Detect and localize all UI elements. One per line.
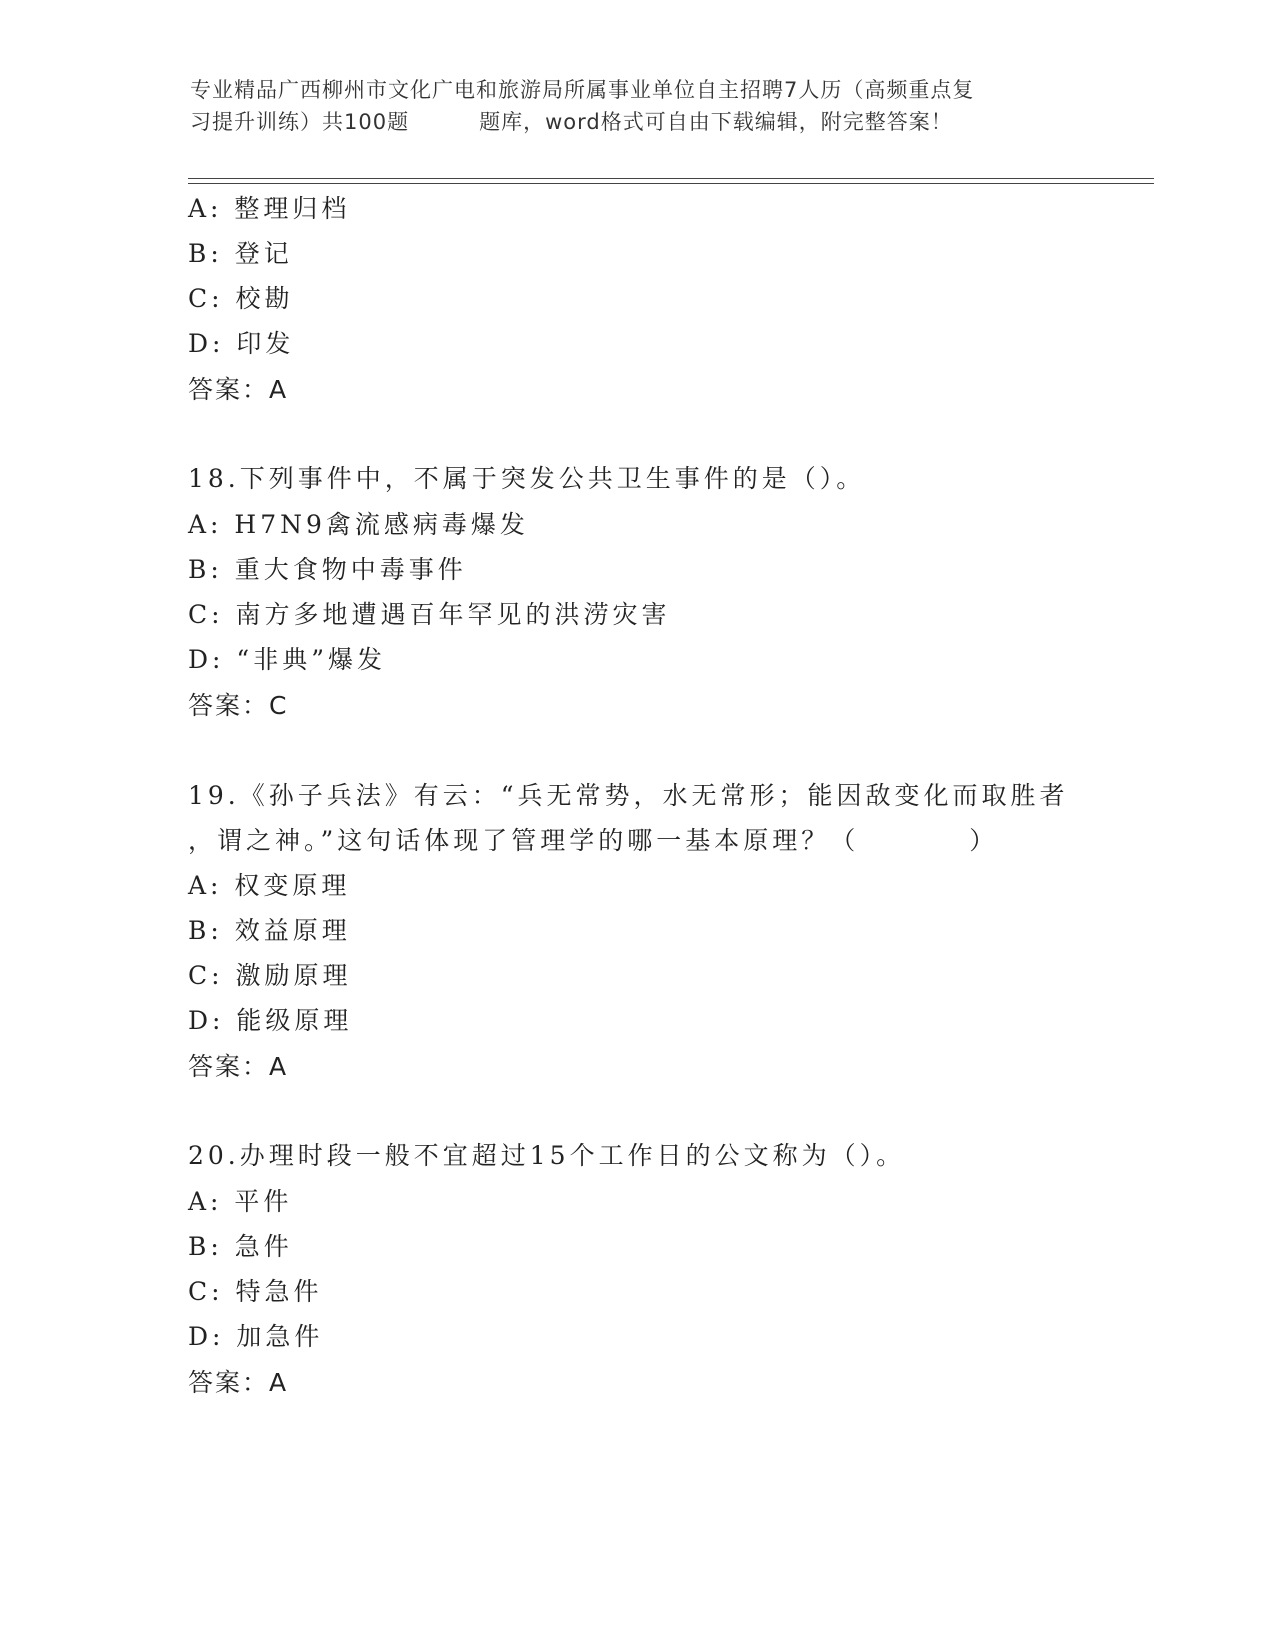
q20-option-b: B: 急件 <box>188 1232 293 1261</box>
header-title-line2 <box>190 106 1090 138</box>
q19-option-b: B: 效益原理 <box>188 916 351 945</box>
q18-option-d: D: “非典”爆发 <box>188 645 386 674</box>
q17-option-c: C: 校勘 <box>188 284 294 313</box>
q18-stem: 18.下列事件中，不属于突发公共卫生事件的是（）。 <box>188 464 866 493</box>
q19-option-d: D: 能级原理 <box>188 1006 353 1035</box>
document-header <box>190 74 1090 138</box>
q20-option-a: A: 平件 <box>188 1187 293 1216</box>
q18-option-b: B: 重大食物中毒事件 <box>188 555 467 584</box>
q20-option-c: C: 特急件 <box>188 1277 323 1306</box>
q17-option-d: D: 印发 <box>188 329 295 358</box>
q18-answer: 答案：C <box>188 691 289 720</box>
header-title-line2-part2: 题库，word格式可自由下载编辑，附完整答案！ <box>479 110 953 134</box>
q19-option-a: A: 权变原理 <box>188 871 351 900</box>
header-divider-bottom <box>188 183 1154 184</box>
header-title-line1: 专业精品广西柳州市文化广电和旅游局所属事业单位自主招聘7人历（高频重点复 <box>190 78 975 102</box>
header-divider-top <box>188 178 1154 179</box>
q18-option-c: C: 南方多地遭遇百年罕见的洪涝灾害 <box>188 600 671 629</box>
q20-option-d: D: 加急件 <box>188 1322 324 1351</box>
q20-stem: 20.办理时段一般不宜超过15个工作日的公文称为（）。 <box>188 1141 906 1170</box>
q17-answer: 答案：A <box>188 375 289 404</box>
q19-stem-line2 <box>188 824 998 858</box>
q19-answer: 答案：A <box>188 1052 289 1081</box>
q20-answer: 答案：A <box>188 1368 289 1397</box>
q19-stem-line2-text: ，谓之神。”这句话体现了管理学的哪一基本原理？（ <box>188 826 860 855</box>
header-title-line2-part1: 习提升训练）共100题 <box>190 110 410 134</box>
q17-option-a: A: 整理归档 <box>188 194 351 223</box>
q19-stem-line1: 19.《孙子兵法》有云：“兵无常势，水无常形；能因敌变化而取胜者 <box>188 781 1069 810</box>
q19-stem-line2-close: ） <box>969 826 999 855</box>
q17-option-b: B: 登记 <box>188 239 293 268</box>
q18-option-a: A: H7N9禽流感病毒爆发 <box>188 510 529 539</box>
q19-option-c: C: 激励原理 <box>188 961 352 990</box>
